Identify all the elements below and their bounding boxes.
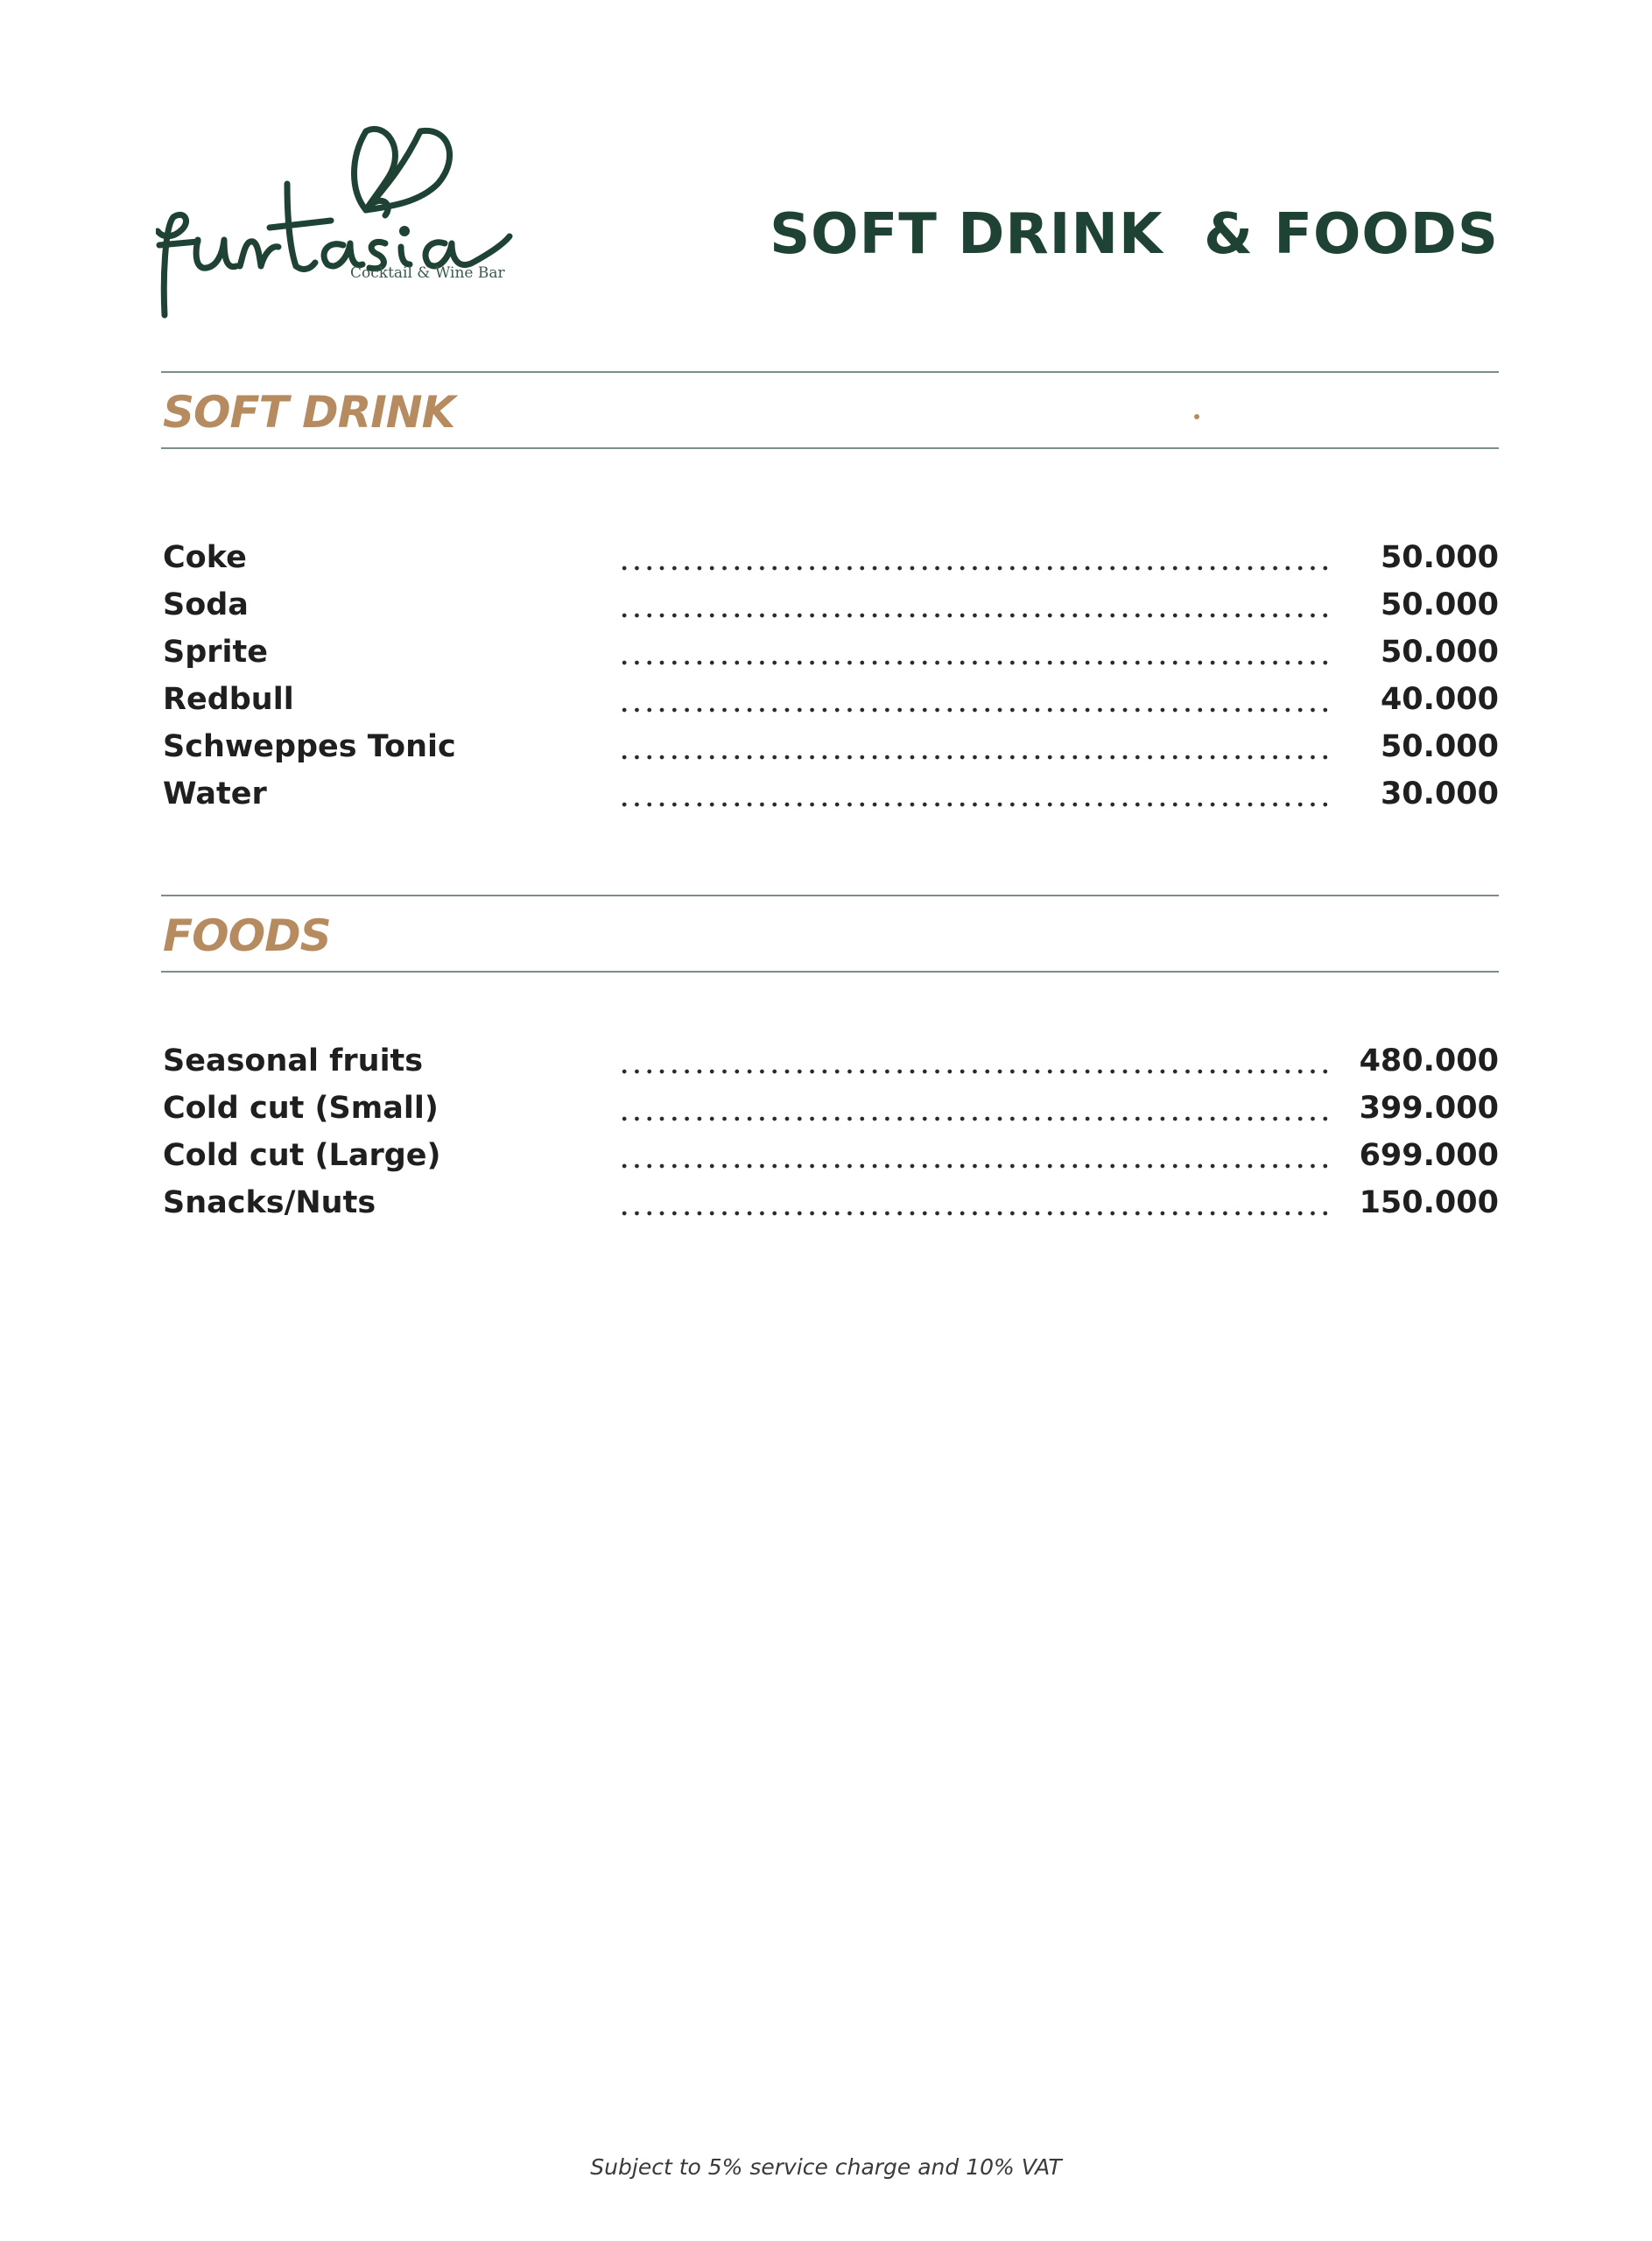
menu-item	[163, 776, 1499, 823]
menu-item	[163, 1137, 1499, 1184]
item-price: 480.000	[1359, 1043, 1499, 1078]
dot-leader	[618, 566, 1329, 571]
menu-item	[163, 539, 1499, 587]
item-name: Coke	[163, 540, 247, 575]
item-name: Soda	[163, 587, 249, 622]
item-price: 40.000	[1380, 682, 1499, 717]
brand-tagline: Cocktail & Wine Bar	[350, 264, 505, 282]
item-price: 50.000	[1380, 729, 1499, 764]
item-price: 50.000	[1380, 635, 1499, 670]
section-title-foods: FOODS	[163, 910, 331, 961]
dot-leader	[618, 613, 1329, 618]
item-price: 30.000	[1380, 776, 1499, 811]
dot-leader	[618, 755, 1329, 760]
decorative-dot	[1194, 414, 1199, 419]
dot-leader	[618, 1069, 1329, 1074]
foods-list	[163, 1043, 1499, 1232]
section-divider	[161, 971, 1499, 973]
soft-drink-list	[163, 539, 1499, 823]
item-price: 50.000	[1380, 587, 1499, 622]
item-price: 399.000	[1359, 1091, 1499, 1126]
section-divider	[161, 447, 1499, 449]
item-name: Cold cut (Small)	[163, 1091, 439, 1126]
brand-logo	[156, 123, 524, 324]
item-name: Snacks/Nuts	[163, 1185, 376, 1220]
menu-item	[163, 634, 1499, 681]
item-price: 50.000	[1380, 540, 1499, 575]
footer-note: Subject to 5% service charge and 10% VAT	[590, 2154, 1062, 2180]
section-divider	[161, 371, 1499, 373]
page-title: SOFT DRINK & FOODS	[770, 202, 1499, 267]
dot-leader	[618, 707, 1329, 713]
dot-leader	[618, 1211, 1329, 1216]
item-price: 699.000	[1359, 1138, 1499, 1173]
item-name: Water	[163, 776, 267, 811]
menu-item	[163, 587, 1499, 634]
dot-leader	[618, 1163, 1329, 1169]
dot-leader	[618, 1116, 1329, 1121]
dot-leader	[618, 660, 1329, 665]
item-name: Redbull	[163, 682, 294, 717]
section-divider	[161, 895, 1499, 896]
section-title-soft-drink: SOFT DRINK	[163, 387, 455, 438]
menu-item	[163, 1043, 1499, 1090]
menu-item	[163, 1184, 1499, 1232]
menu-item	[163, 1090, 1499, 1137]
dot-leader	[618, 802, 1329, 807]
item-name: Seasonal fruits	[163, 1043, 424, 1078]
menu-item	[163, 681, 1499, 728]
butterfly-logo-icon	[156, 123, 524, 324]
item-name: Cold cut (Large)	[163, 1138, 441, 1173]
item-name: Sprite	[163, 635, 268, 670]
item-price: 150.000	[1359, 1185, 1499, 1220]
item-name: Schweppes Tonic	[163, 729, 456, 764]
menu-item	[163, 728, 1499, 776]
